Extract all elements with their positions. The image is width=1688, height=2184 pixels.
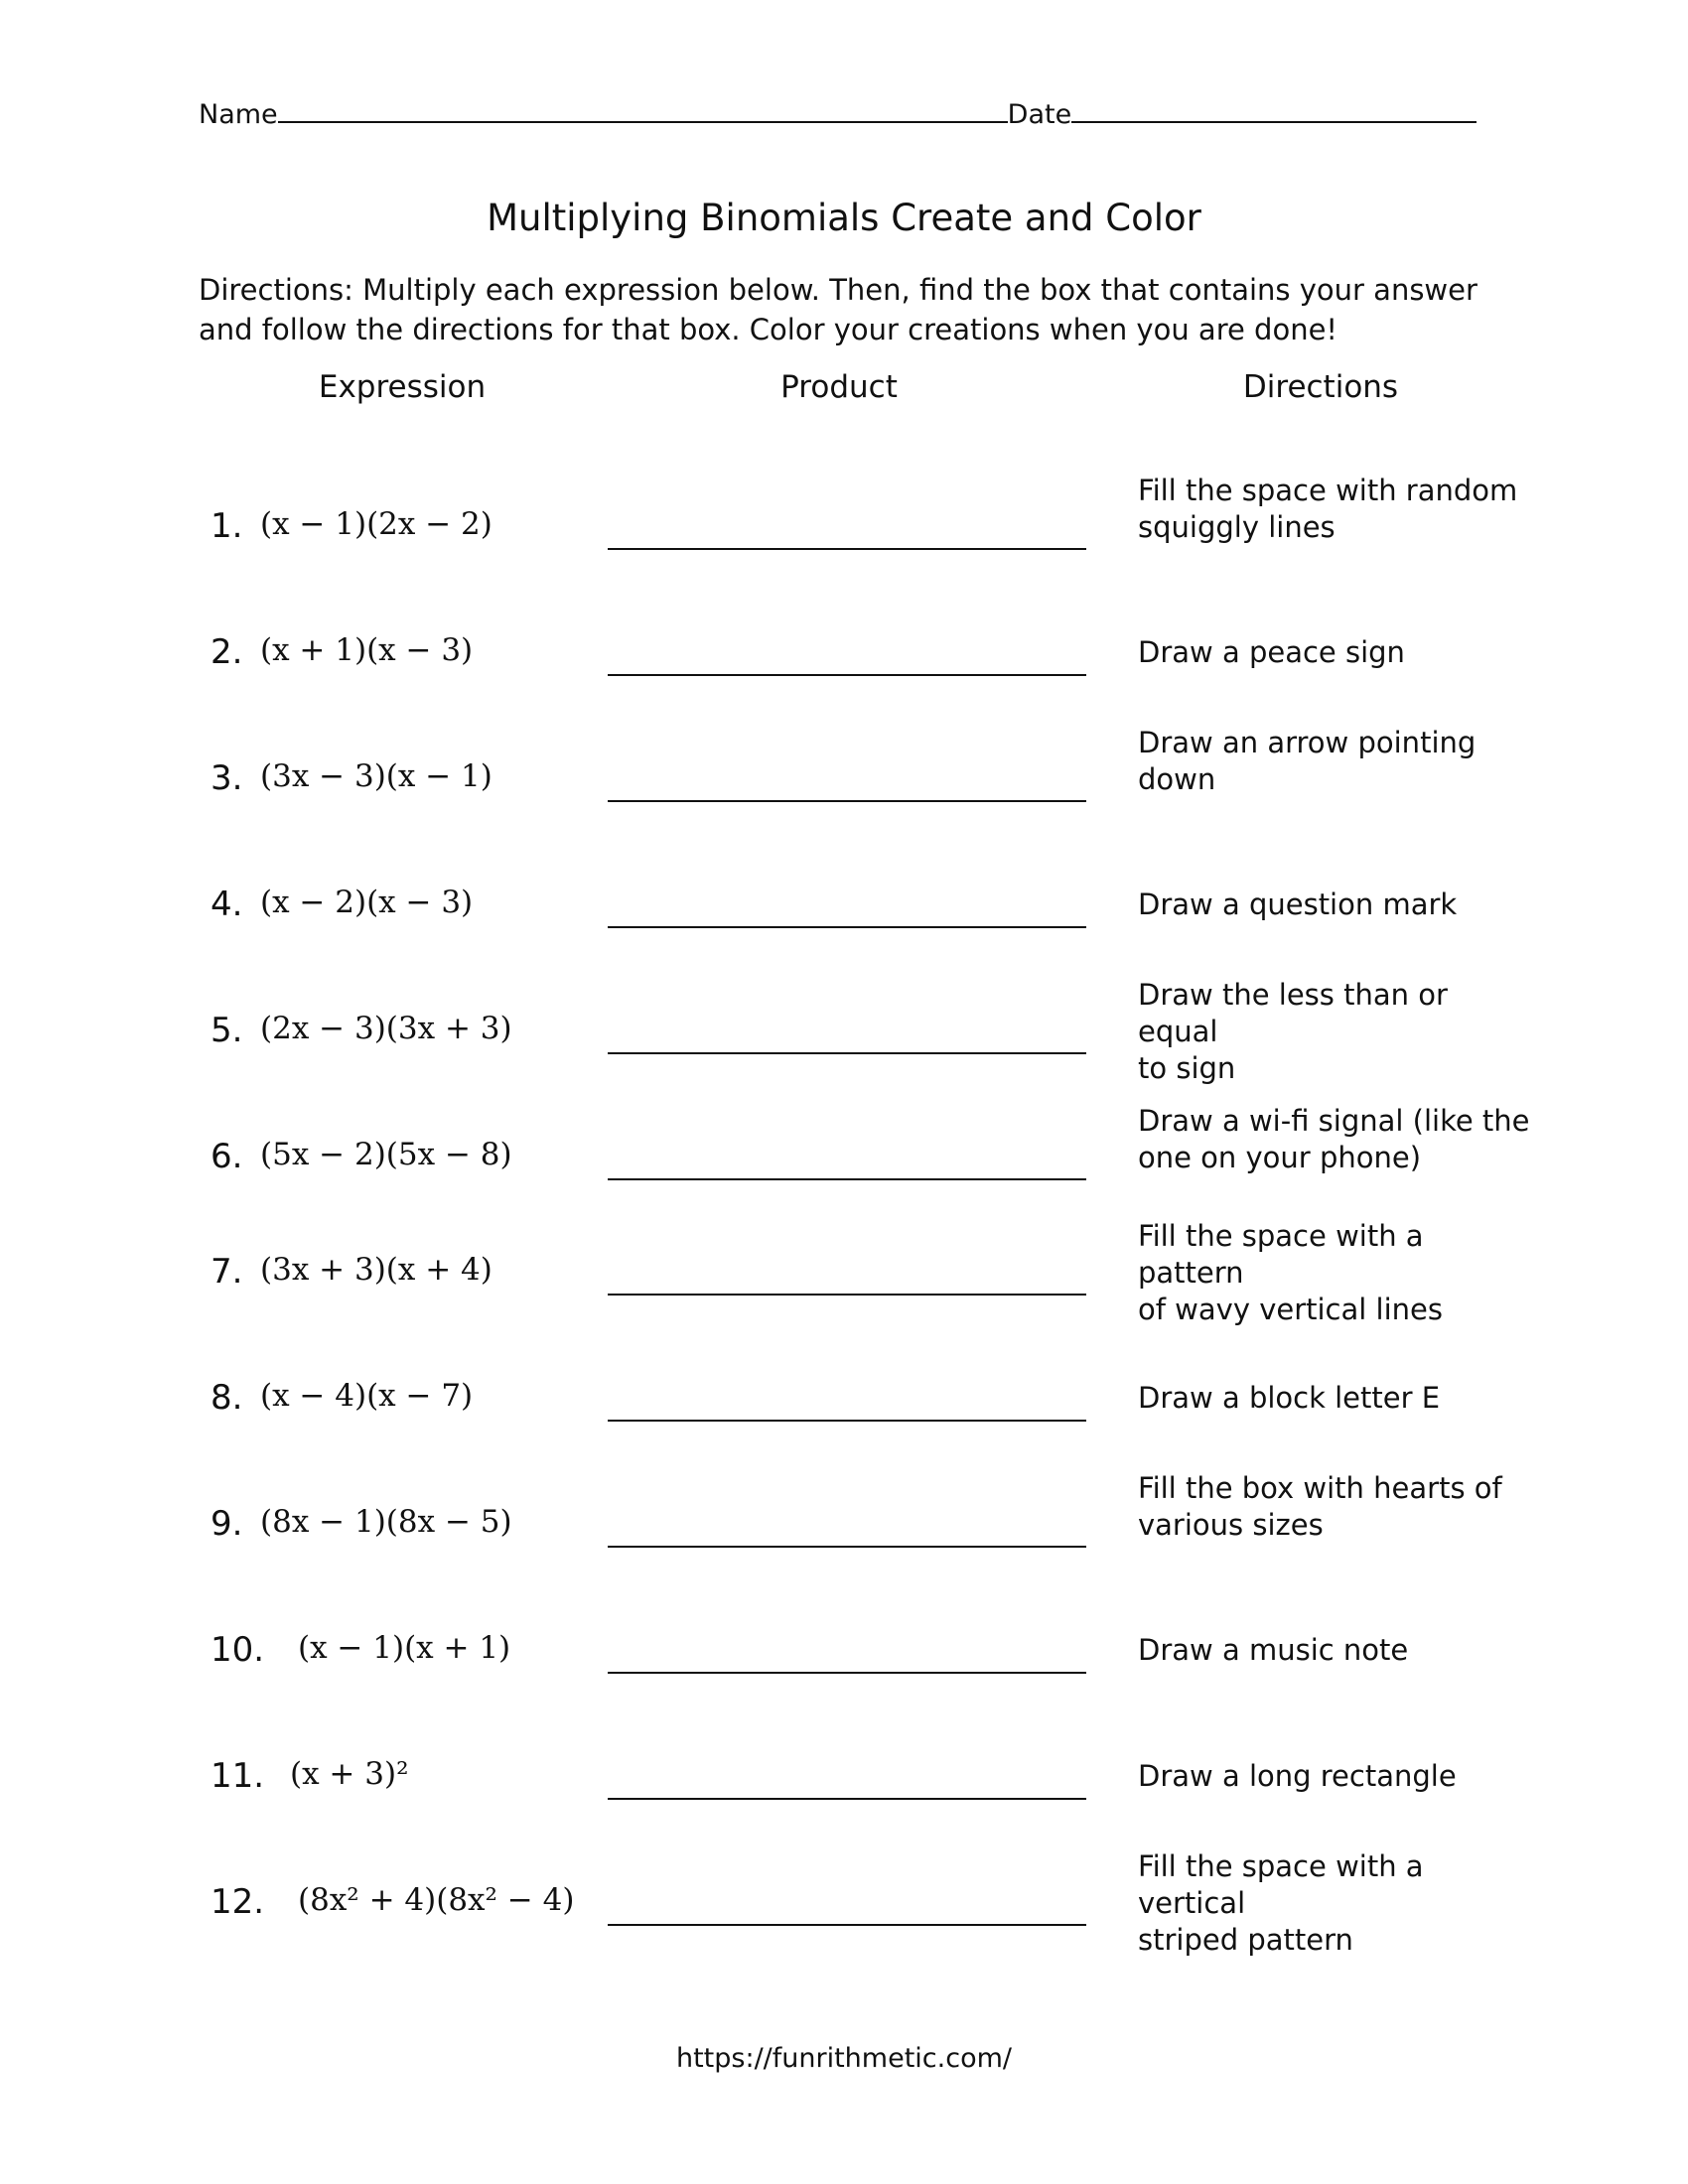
header-line — [199, 99, 1477, 130]
directions-line-1: Fill the space with a pattern — [1138, 1219, 1424, 1290]
answer-line[interactable] — [608, 1922, 1086, 1926]
answer-line[interactable] — [608, 1796, 1086, 1800]
directions-line-1: Fill the space with a vertical — [1138, 1849, 1424, 1920]
problem-row — [0, 1471, 1688, 1581]
problem-expression: (x − 2)(x − 3) — [260, 885, 474, 920]
problem-row — [0, 1366, 1688, 1455]
directions-line-2: striped pattern — [1138, 1923, 1353, 1957]
problem-expression: (x + 1)(x − 3) — [260, 632, 474, 668]
page-title: Multiplying Binomials Create and Color — [487, 197, 1201, 239]
answer-line[interactable] — [608, 1544, 1086, 1548]
directions-line-1: Fill the space with random — [1138, 474, 1518, 507]
problem-directions — [1138, 887, 1535, 923]
problem-row — [0, 1219, 1688, 1329]
column-header-directions: Directions — [1242, 369, 1399, 405]
problem-expression: (3x − 3)(x − 1) — [260, 758, 492, 794]
problem-expression: (x − 1)(2x − 2) — [260, 506, 492, 542]
date-label: Date — [1007, 99, 1072, 130]
problem-expression: (8x² + 4)(8x² − 4) — [298, 1882, 575, 1918]
directions-line-1: Draw a wi-fi signal (like the — [1138, 1104, 1530, 1138]
answer-line[interactable] — [608, 1050, 1086, 1054]
problem-number: 4. — [211, 885, 243, 924]
name-field[interactable] — [278, 99, 1008, 123]
directions-paragraph — [199, 270, 1519, 349]
problem-directions — [1138, 1380, 1535, 1417]
problem-expression: (x + 3)² — [290, 1756, 409, 1792]
problem-number: 10. — [211, 1630, 265, 1670]
answer-line[interactable] — [608, 1418, 1086, 1422]
directions-line-1: Draw a peace sign — [1138, 635, 1405, 669]
problem-number: 11. — [211, 1756, 265, 1796]
directions-line-1: Draw a music note — [1138, 1633, 1409, 1667]
problem-directions — [1138, 1470, 1535, 1544]
answer-line[interactable] — [608, 1176, 1086, 1180]
directions-line-1: Draw a block letter E — [1138, 1381, 1441, 1415]
problem-row — [0, 1618, 1688, 1707]
problem-directions — [1138, 1218, 1535, 1328]
directions-line-2: down — [1138, 762, 1216, 796]
date-field[interactable] — [1071, 99, 1477, 123]
problem-number: 12. — [211, 1882, 265, 1922]
problem-directions — [1138, 1632, 1535, 1669]
directions-line-2: of wavy vertical lines — [1138, 1293, 1443, 1326]
problem-row — [0, 1849, 1688, 1960]
problem-number: 8. — [211, 1378, 243, 1418]
problem-row — [0, 620, 1688, 710]
directions-line-1: Draw an arrow pointing — [1138, 726, 1477, 759]
answer-line[interactable] — [608, 1292, 1086, 1296]
problem-number: 7. — [211, 1252, 243, 1292]
directions-label: Directions — [199, 273, 345, 307]
problem-directions — [1138, 977, 1535, 1087]
problem-expression: (5x − 2)(5x − 8) — [260, 1137, 512, 1172]
problem-directions — [1138, 473, 1535, 546]
problem-row — [0, 873, 1688, 962]
problem-directions — [1138, 634, 1535, 671]
problem-row — [0, 726, 1688, 836]
problem-expression: (x − 1)(x + 1) — [298, 1630, 511, 1666]
problem-number: 9. — [211, 1504, 243, 1544]
problem-directions — [1138, 1758, 1535, 1795]
directions-line-2: squiggly lines — [1138, 510, 1336, 544]
problem-expression: (x − 4)(x − 7) — [260, 1378, 474, 1414]
name-label: Name — [199, 99, 278, 130]
directions-line-2: one on your phone) — [1138, 1141, 1422, 1174]
problem-expression: (3x + 3)(x + 4) — [260, 1252, 492, 1288]
problem-row — [0, 978, 1688, 1088]
problem-number: 1. — [211, 506, 243, 546]
answer-line[interactable] — [608, 798, 1086, 802]
problem-number: 3. — [211, 758, 243, 798]
problem-number: 6. — [211, 1137, 243, 1176]
directions-line-2: to sign — [1138, 1051, 1236, 1085]
problem-expression: (8x − 1)(8x − 5) — [260, 1504, 512, 1540]
directions-line-1: Draw a long rectangle — [1138, 1759, 1457, 1793]
problem-row — [0, 1104, 1688, 1214]
problem-directions — [1138, 725, 1535, 798]
directions-line-2: various sizes — [1138, 1508, 1324, 1542]
directions-line-1: Draw a question mark — [1138, 887, 1458, 921]
directions-line-1: Fill the box with hearts of — [1138, 1471, 1502, 1505]
answer-line[interactable] — [608, 924, 1086, 928]
directions-text: : Multiply each expression below. Then, find the box that contains your answer and follow the directions for that box. Color your creations when you are done! — [199, 273, 1477, 346]
problem-number: 2. — [211, 632, 243, 672]
answer-line[interactable] — [608, 672, 1086, 676]
problem-row — [0, 1744, 1688, 1834]
problem-directions — [1138, 1848, 1535, 1959]
problem-directions — [1138, 1103, 1535, 1176]
directions-line-1: Draw the less than or equal — [1138, 978, 1448, 1048]
footer-url[interactable]: https://funrithmetic.com/ — [675, 2043, 1012, 2074]
problem-expression: (2x − 3)(3x + 3) — [260, 1011, 512, 1046]
problem-row — [0, 474, 1688, 584]
column-header-expression: Expression — [318, 369, 487, 405]
answer-line[interactable] — [608, 1670, 1086, 1674]
answer-line[interactable] — [608, 546, 1086, 550]
column-header-product: Product — [780, 369, 898, 405]
problem-number: 5. — [211, 1011, 243, 1050]
